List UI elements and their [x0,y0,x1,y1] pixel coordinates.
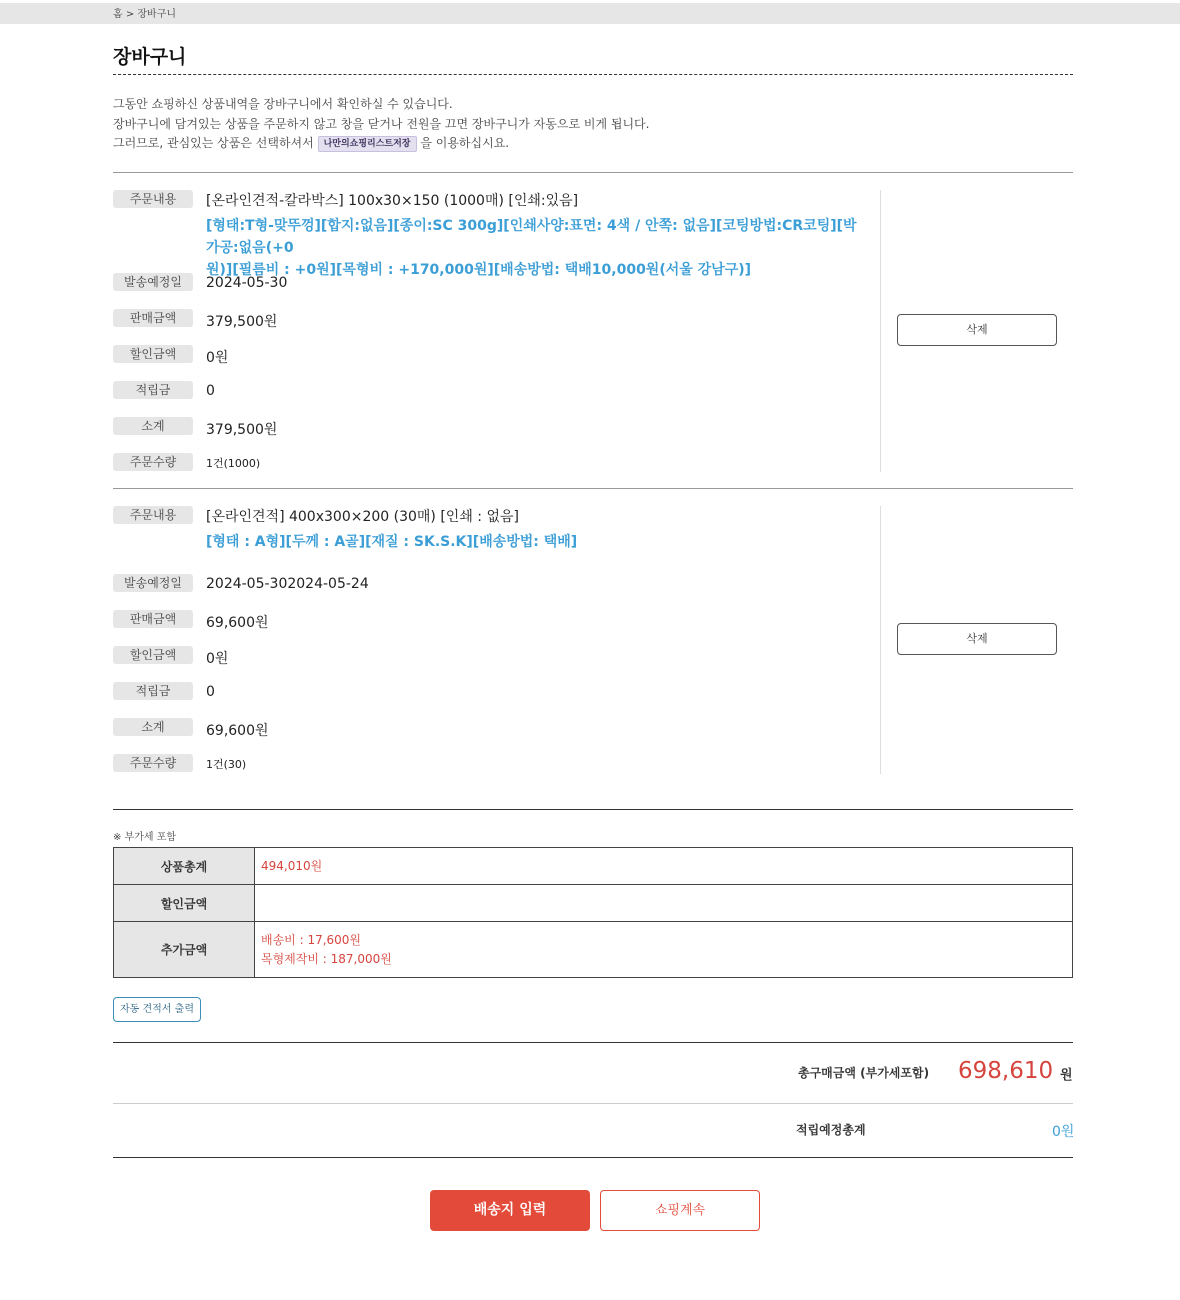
subtotal-label: 소계 [113,417,193,435]
cart-top-divider [113,172,1073,173]
item-vertical-divider [880,190,881,472]
item-options [206,531,866,553]
expected-points-label: 적립예정총계 [796,1123,866,1137]
summary-row-extra [114,922,1073,978]
summary-row-discount [114,885,1073,922]
quantity-value: 1건(30) [206,758,247,771]
totals-top-divider [113,1042,1073,1043]
sale-price-label: 판매금액 [113,610,193,628]
mold-fee: 목형제작비 : 187,000원 [261,951,392,966]
expected-points-value: 0원 [1052,1124,1075,1140]
delete-button[interactable]: 삭제 [897,314,1057,346]
product-total-label: 상품총계 [114,848,255,885]
enter-shipping-address-button[interactable]: 배송지 입력 [430,1190,590,1231]
intro-text [113,95,649,154]
cart-item [113,190,1073,472]
total-purchase-unit: 원 [1060,1068,1073,1083]
title-divider [113,74,1073,75]
sale-price-value: 69,600원 [206,615,269,631]
ship-date-label: 발송예정일 [113,273,193,291]
points-label: 적립금 [113,682,193,700]
page-title: 장바구니 [113,46,187,68]
delete-button[interactable]: 삭제 [897,623,1057,655]
order-content-label: 주문내용 [113,190,193,208]
points-value: 0 [206,383,215,399]
summary-discount-label: 할인금액 [114,885,255,922]
discount-label: 할인금액 [113,646,193,664]
continue-shopping-button[interactable]: 쇼핑계속 [600,1190,760,1231]
item-options-line-1: [형태:T형-맞뚜껑][합지:없음][종이:SC 300g][인쇄사양:표면: 4색 / 안쪽: 없음][코팅방법:CR코팅][박가공:없음(+0 [206,218,857,256]
cart-item [113,506,1073,774]
item-title: [온라인견적-칼라박스] 100x30×150 (1000매) [인쇄:있음] [206,193,579,209]
auto-estimate-print-button[interactable]: 자동 견적서 출력 [113,997,201,1022]
discount-value: 0원 [206,350,229,366]
cart-bottom-divider [113,809,1073,810]
top-bar [0,3,1180,24]
item-vertical-divider [880,506,881,774]
points-value: 0 [206,684,215,700]
extra-amount-label: 추가금액 [114,922,255,978]
summary-discount-value [255,885,1073,922]
sale-price-value: 379,500원 [206,314,278,330]
sale-price-label: 판매금액 [113,309,193,327]
product-total-value: 494,010원 [255,848,1073,885]
extra-amount-value [255,922,1073,978]
subtotal-value: 69,600원 [206,723,269,739]
points-label: 적립금 [113,381,193,399]
subtotal-value: 379,500원 [206,422,278,438]
totals-middle-divider [113,1103,1073,1104]
breadcrumb: 홈 > 장바구니 [113,9,177,20]
summary-row-product-total [114,848,1073,885]
intro-line-2: 장바구니에 담겨있는 상품을 주문하지 않고 창을 닫거나 전원을 끄면 장바구니가 자동으로 비게 됩니다. [113,116,650,131]
quantity-label: 주문수량 [113,754,193,772]
ship-date-value: 2024-05-30 [206,275,288,291]
discount-label: 할인금액 [113,345,193,363]
item-title: [온라인견적] 400x300×200 (30매) [인쇄 : 없음] [206,509,519,525]
shipping-fee: 배송비 : 17,600원 [261,932,362,947]
my-shopping-list-tag: 나만의쇼핑리스트저장 [318,136,417,152]
quantity-value: 1건(1000) [206,457,261,470]
discount-value: 0원 [206,651,229,667]
quantity-label: 주문수량 [113,453,193,471]
item-options-line-1: [형태 : A형][두께 : A골][재질 : SK.S.K][배송방법: 택배] [206,534,578,550]
ship-date-value: 2024-05-302024-05-24 [206,576,369,592]
intro-line-1: 그동안 쇼핑하신 상품내역을 장바구니에서 확인하실 수 있습니다. [113,97,453,111]
ship-date-label: 발송예정일 [113,574,193,592]
intro-line-3-after: 을 이용하십시요. [420,136,510,150]
intro-line-3 [113,134,649,154]
order-content-label: 주문내용 [113,506,193,524]
cart-item-divider [113,488,1073,489]
item-options-line-2: 원)][필름비 : +0원][목형비 : +170,000원][배송방법: 택배10,000원(서울 강남구)] [206,262,752,278]
item-options [206,215,866,281]
intro-line-3-before: 그러므로, 관심있는 상품은 선택하셔서 [113,136,314,150]
totals-bottom-divider [113,1157,1073,1158]
subtotal-label: 소계 [113,718,193,736]
vat-note: ※ 부가세 포함 [113,832,177,843]
total-purchase-label: 총구매금액 (부가세포함) [798,1066,930,1080]
total-purchase-value: 698,610 [958,1058,1054,1084]
order-summary-table [113,847,1073,978]
